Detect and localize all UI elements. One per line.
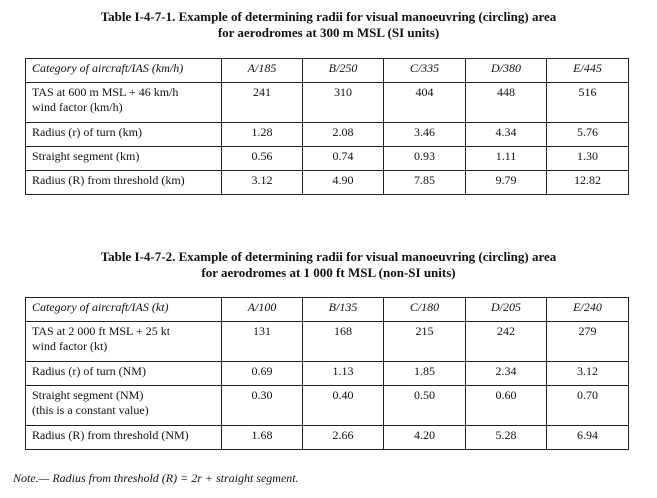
table1-header-e: E/445: [547, 59, 629, 83]
table2-title-line2: for aerodromes at 1 000 ft MSL (non-SI units): [201, 265, 456, 280]
table-cell: 168: [303, 322, 384, 362]
table-row: [26, 83, 629, 123]
table-cell: 1.68: [222, 426, 303, 450]
row-label: Radius (R) from threshold (km): [26, 171, 222, 195]
table2-header-a: A/100: [222, 298, 303, 322]
row-label: [26, 386, 222, 426]
row-label: Radius (r) of turn (NM): [26, 362, 222, 386]
table1-header-row: [26, 59, 629, 83]
table-cell: 1.28: [222, 123, 303, 147]
table1-title: [0, 9, 657, 41]
table-cell: 12.82: [547, 171, 629, 195]
row-label: Radius (r) of turn (km): [26, 123, 222, 147]
row-label: [26, 83, 222, 123]
footnote: Note.— Radius from threshold (R) = 2r + straight segment.: [13, 471, 299, 485]
table-cell: 9.79: [466, 171, 547, 195]
row-label-line: TAS at 2 000 ft MSL + 25 kt: [32, 324, 171, 338]
table-cell: 242: [466, 322, 547, 362]
table-cell: 310: [303, 83, 384, 123]
row-label-line: (this is a constant value): [32, 403, 149, 417]
table1-header-category: Category of aircraft/IAS (km/h): [26, 59, 222, 83]
table-cell: 404: [384, 83, 466, 123]
row-label: [26, 322, 222, 362]
table1: [25, 58, 629, 195]
table-row: [26, 426, 629, 450]
table-row: [26, 386, 629, 426]
table-cell: 241: [222, 83, 303, 123]
table-cell: 131: [222, 322, 303, 362]
table-cell: 2.34: [466, 362, 547, 386]
table-cell: 0.56: [222, 147, 303, 171]
table-cell: 0.50: [384, 386, 466, 426]
table-cell: 0.70: [547, 386, 629, 426]
row-label-line: wind factor (kt): [32, 339, 108, 353]
table2-header-b: B/135: [303, 298, 384, 322]
table-cell: 3.12: [222, 171, 303, 195]
table-cell: 0.69: [222, 362, 303, 386]
table2-header-category: Category of aircraft/IAS (kt): [26, 298, 222, 322]
row-label-line: wind factor (km/h): [32, 100, 123, 114]
table-cell: 4.90: [303, 171, 384, 195]
table-cell: 0.74: [303, 147, 384, 171]
table-cell: 0.40: [303, 386, 384, 426]
table-cell: 3.46: [384, 123, 466, 147]
table-cell: 1.30: [547, 147, 629, 171]
table-cell: 5.76: [547, 123, 629, 147]
table-cell: 1.85: [384, 362, 466, 386]
table1-header-d: D/380: [466, 59, 547, 83]
table-cell: 2.66: [303, 426, 384, 450]
row-label: Radius (R) from threshold (NM): [26, 426, 222, 450]
table2-header-c: C/180: [384, 298, 466, 322]
table2-header-row: [26, 298, 629, 322]
table-cell: 7.85: [384, 171, 466, 195]
table-cell: 4.20: [384, 426, 466, 450]
table-row: [26, 123, 629, 147]
table2: [25, 297, 629, 450]
table-cell: 279: [547, 322, 629, 362]
table-cell: 0.30: [222, 386, 303, 426]
table-cell: 0.93: [384, 147, 466, 171]
table2-header-e: E/240: [547, 298, 629, 322]
table-cell: 6.94: [547, 426, 629, 450]
table-cell: 215: [384, 322, 466, 362]
table2-title-line1: Table I-4-7-2. Example of determining radii for visual manoeuvring (circling) area: [100, 249, 557, 264]
table1-header-b: B/250: [303, 59, 384, 83]
table-row: [26, 362, 629, 386]
table-cell: 448: [466, 83, 547, 123]
table-cell: 0.60: [466, 386, 547, 426]
row-label-line: TAS at 600 m MSL + 46 km/h: [32, 85, 179, 99]
table1-title-line2: for aerodromes at 300 m MSL (SI units): [217, 25, 440, 40]
table-cell: 1.11: [466, 147, 547, 171]
table-row: [26, 322, 629, 362]
table1-header-a: A/185: [222, 59, 303, 83]
table2-title: [0, 249, 657, 281]
row-label: Straight segment (km): [26, 147, 222, 171]
table-row: [26, 171, 629, 195]
table1-title-line1: Table I-4-7-1. Example of determining radii for visual manoeuvring (circling) area: [100, 9, 557, 24]
table-cell: 2.08: [303, 123, 384, 147]
table-cell: 5.28: [466, 426, 547, 450]
row-label-line: Straight segment (NM): [32, 388, 144, 402]
table-cell: 3.12: [547, 362, 629, 386]
table-cell: 516: [547, 83, 629, 123]
table2-header-d: D/205: [466, 298, 547, 322]
table-cell: 1.13: [303, 362, 384, 386]
table1-header-c: C/335: [384, 59, 466, 83]
table-row: [26, 147, 629, 171]
table-cell: 4.34: [466, 123, 547, 147]
